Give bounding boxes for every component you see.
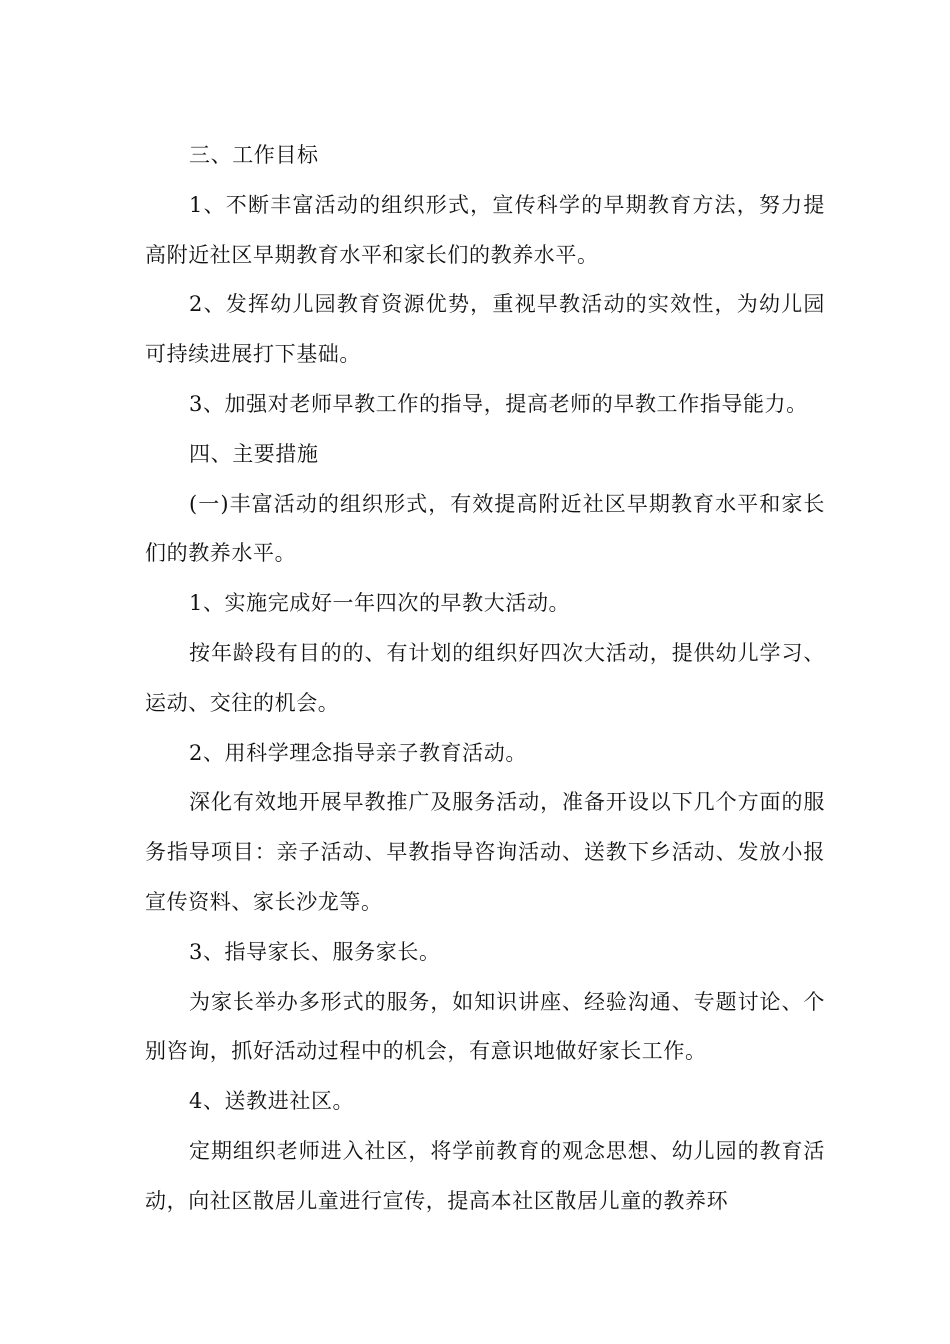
measure-item-4: 4、送教进社区。 <box>189 1089 355 1114</box>
measure-item-1: 1、实施完成好一年四次的早教大活动。 <box>189 591 571 616</box>
measure-item-3-detail: 为家长举办多形式的服务，如知识讲座、经验沟通、专题讨论、个别咨询，抓好活动过程中的机会，有意识地做好家长工作。 <box>145 989 825 1064</box>
heading-work-goals: 三、工作目标 <box>189 143 319 167</box>
heading-main-measures: 四、主要措施 <box>189 441 319 466</box>
goal-paragraph-3: 3、加强对老师早教工作的指导，提高老师的早教工作指导能力。 <box>189 391 808 416</box>
measure-item-1-detail: 按年龄段有目的的、有计划的组织好四次大活动，提供幼儿学习、运动、交往的机会。 <box>145 640 825 715</box>
goal-paragraph-1: 1、不断丰富活动的组织形式，宣传科学的早期教育方法，努力提高附近社区早期教育水平和家长们的教养水平。 <box>145 192 825 267</box>
goal-paragraph-2: 2、发挥幼儿园教育资源优势，重视早教活动的实效性，为幼儿园可持续进展打下基础。 <box>145 292 825 367</box>
measure-item-4-detail: 定期组织老师进入社区，将学前教育的观念思想、幼儿园的教育活动，向社区散居儿童进行宣传，提高本社区散居儿童的教养环 <box>145 1138 825 1213</box>
document-body <box>145 131 825 1227</box>
measure-section-1: (一)丰富活动的组织形式，有效提高附近社区早期教育水平和家长们的教养水平。 <box>145 491 825 566</box>
measure-item-2: 2、用科学理念指导亲子教育活动。 <box>189 740 527 765</box>
measure-item-2-detail: 深化有效地开展早教推广及服务活动，准备开设以下几个方面的服务指导项目：亲子活动、早教指导咨询活动、送教下乡活动、发放小报宣传资料、家长沙龙等。 <box>145 790 825 914</box>
measure-item-3: 3、指导家长、服务家长。 <box>189 939 441 964</box>
